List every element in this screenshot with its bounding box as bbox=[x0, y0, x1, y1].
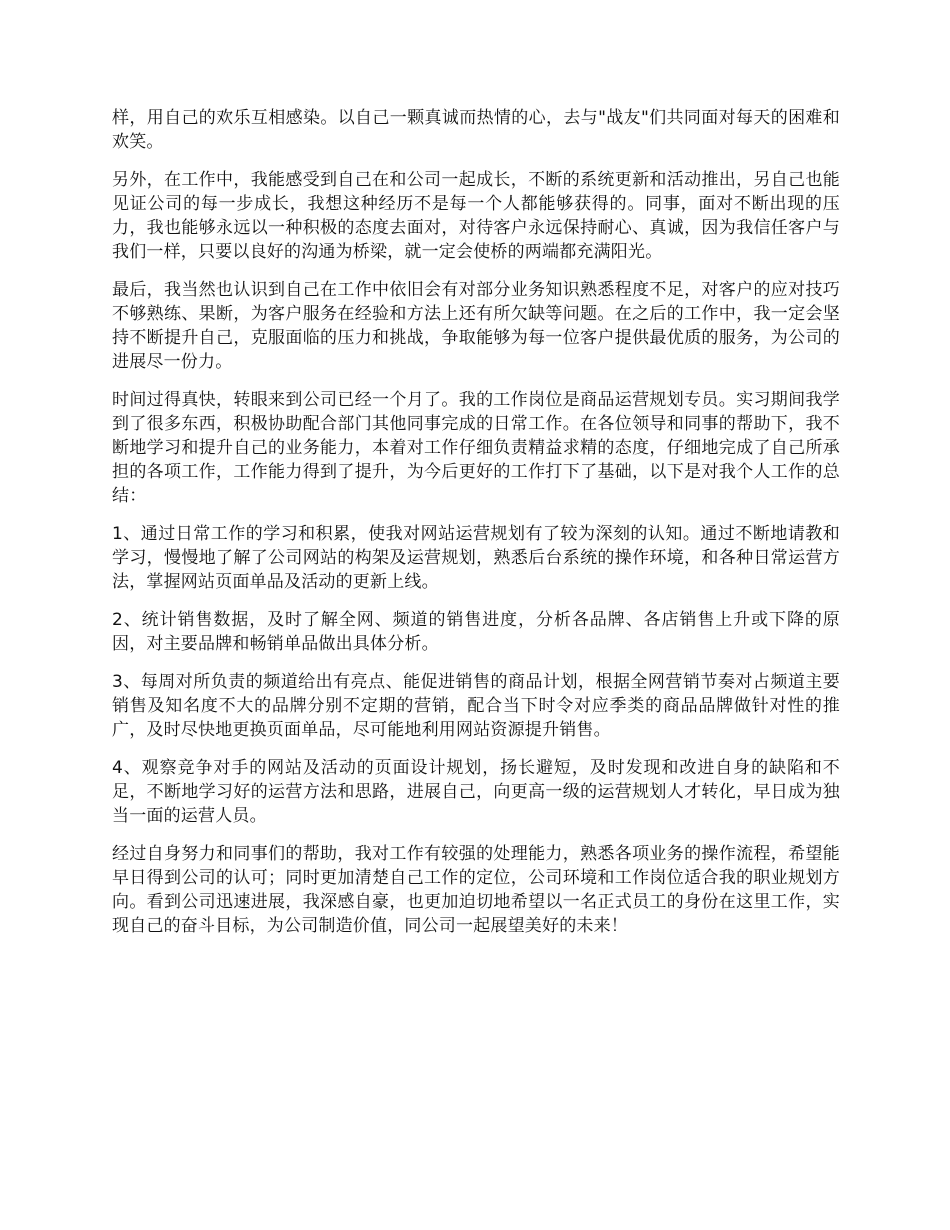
paragraph-8: 4、观察竞争对手的网站及活动的页面设计规划，扬长避短，及时发现和改进自身的缺陷和不足，不断地学习好的运营方法和思路，进展自己，向更高一级的运营规划人才转化，早日成为独当一面的运营人员。 bbox=[112, 758, 840, 826]
paragraph-1: 样，用自己的欢乐互相感染。以自己一颗真诚而热情的心，去与"战友"们共同面对每天的困难和欢笑。 bbox=[112, 108, 840, 152]
paragraph-9: 经过自身努力和同事们的帮助，我对工作有较强的处理能力，熟悉各项业务的操作流程，希望能早日得到公司的认可；同时更加清楚自己工作的定位，公司环境和工作岗位适合我的职业规划方向。看到公司迅速进展，我深感自豪，也更加迫切地希望以一名正式员工的身份在这里工作，实现自己的奋斗目标，为公司制造价值，同公司一起展望美好的未来！ bbox=[112, 844, 840, 936]
paragraph-7: 3、每周对所负责的频道给出有亮点、能促进销售的商品计划，根据全网营销节奏对占频道主要销售及知名度不大的品牌分别不定期的营销，配合当下时令对应季类的商品品牌做针对性的推广，及时尽快地更换页面单品，尽可能地利用网站资源提升销售。 bbox=[112, 672, 840, 740]
paragraph-2: 另外，在工作中，我能感受到自己在和公司一起成长，不断的系统更新和活动推出，另自己也能见证公司的每一步成长，我想这种经历不是每一个人都能够获得的。同事，面对不断出现的压力，我也能够永远以一种积极的态度去面对，对待客户永远保持耐心、真诚，因为我信任客户与我们一样，只要以良好的沟通为桥梁，就一定会使桥的两端都充满阳光。 bbox=[112, 170, 840, 262]
paragraph-4: 时间过得真快，转眼来到公司已经一个月了。我的工作岗位是商品运营规划专员。实习期间我学到了很多东西，积极协助配合部门其他同事完成的日常工作。在各位领导和同事的帮助下，我不断地学习和提升自己的业务能力，本着对工作仔细负责精益求精的态度，仔细地完成了自己所承担的各项工作，工作能力得到了提升，为今后更好的工作打下了基础，以下是对我个人工作的总结： bbox=[112, 390, 840, 506]
paragraph-6: 2、统计销售数据，及时了解全网、频道的销售进度，分析各品牌、各店销售上升或下降的原因，对主要品牌和畅销单品做出具体分析。 bbox=[112, 610, 840, 654]
paragraph-5: 1、通过日常工作的学习和积累，使我对网站运营规划有了较为深刻的认知。通过不断地请教和学习，慢慢地了解了公司网站的构架及运营规划，熟悉后台系统的操作环境，和各种日常运营方法，掌握网站页面单品及活动的更新上线。 bbox=[112, 524, 840, 592]
document-body bbox=[112, 106, 840, 952]
paragraph-3: 最后，我当然也认识到自己在工作中依旧会有对部分业务知识熟悉程度不足，对客户的应对技巧不够熟练、果断，为客户服务在经验和方法上还有所欠缺等问题。在之后的工作中，我一定会坚持不断提升自己，克服面临的压力和挑战，争取能够为每一位客户提供最优质的服务，为公司的进展尽一份力。 bbox=[112, 280, 840, 372]
